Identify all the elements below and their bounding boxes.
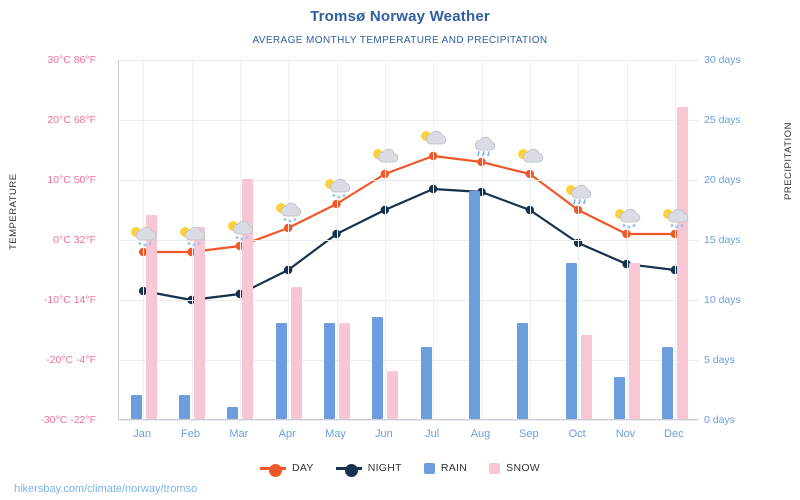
y-tick-left: -30°C -22°F bbox=[40, 414, 96, 426]
y-tick-left: -20°C -4°F bbox=[46, 354, 96, 366]
legend-label: RAIN bbox=[440, 462, 468, 474]
sun-cloud-rain-icon bbox=[563, 182, 593, 204]
chart-legend bbox=[0, 462, 800, 474]
y-tick-right: 30 days bbox=[704, 54, 741, 66]
sun-cloud-snow-icon bbox=[128, 224, 158, 246]
y-tick-right: 20 days bbox=[704, 174, 741, 186]
gridline bbox=[119, 180, 698, 181]
sun-cloud-snow-icon bbox=[177, 224, 207, 246]
bar-snow-dec bbox=[677, 107, 688, 419]
legend-item-night[interactable] bbox=[336, 462, 402, 474]
bar-snow-jun bbox=[387, 371, 398, 419]
bar-snow-oct bbox=[581, 335, 592, 419]
sun-cloud-snow-icon bbox=[322, 176, 352, 198]
y-tick-right: 25 days bbox=[704, 114, 741, 126]
y-tick-right: 10 days bbox=[704, 294, 741, 306]
x-tick-jul: Jul bbox=[425, 428, 440, 440]
x-tick-oct: Oct bbox=[568, 428, 586, 440]
page-title: Tromsø Norway Weather bbox=[310, 8, 490, 25]
vertical-gridline bbox=[433, 60, 434, 419]
sun-cloud-icon bbox=[370, 146, 400, 168]
x-tick-jan: Jan bbox=[133, 428, 152, 440]
x-tick-nov: Nov bbox=[615, 428, 636, 440]
gridline bbox=[119, 300, 698, 301]
legend-item-snow[interactable] bbox=[489, 462, 540, 474]
sun-cloud-snow-icon bbox=[225, 218, 255, 240]
bar-rain-sep bbox=[517, 323, 528, 419]
legend-item-rain[interactable] bbox=[424, 462, 467, 474]
vertical-gridline bbox=[627, 60, 628, 419]
line-night bbox=[143, 189, 675, 300]
vertical-gridline bbox=[675, 60, 676, 419]
x-tick-feb: Feb bbox=[181, 428, 200, 440]
legend-label: SNOW bbox=[506, 462, 541, 474]
bar-rain-jun bbox=[372, 317, 383, 419]
y-tick-right: 5 days bbox=[704, 354, 735, 366]
y-tick-left: 30°C 86°F bbox=[47, 54, 96, 66]
gridline bbox=[119, 120, 698, 121]
sun-cloud-icon bbox=[418, 128, 448, 150]
chart-subtitle: AVERAGE MONTHLY TEMPERATURE AND PRECIPITATION bbox=[252, 35, 548, 46]
vertical-gridline bbox=[530, 60, 531, 419]
y-tick-left: 10°C 50°F bbox=[47, 174, 96, 186]
x-tick-apr: Apr bbox=[278, 428, 296, 440]
legend-label: DAY bbox=[291, 462, 314, 474]
bar-rain-may bbox=[324, 323, 335, 419]
bar-snow-nov bbox=[629, 263, 640, 419]
y-tick-left: 0°C 32°F bbox=[53, 234, 96, 246]
sun-cloud-icon bbox=[515, 146, 545, 168]
bar-rain-apr bbox=[276, 323, 287, 419]
bar-rain-mar bbox=[227, 407, 238, 419]
gridline bbox=[119, 360, 698, 361]
y-tick-left: 20°C 68°F bbox=[47, 114, 96, 126]
x-tick-aug: Aug bbox=[470, 428, 491, 440]
vertical-gridline bbox=[578, 60, 579, 419]
plot-area bbox=[118, 60, 698, 420]
bar-snow-feb bbox=[194, 227, 205, 419]
gridline bbox=[119, 60, 698, 61]
x-tick-mar: Mar bbox=[229, 428, 249, 440]
line-day bbox=[143, 156, 675, 252]
bar-rain-aug bbox=[469, 191, 480, 419]
x-tick-may: May bbox=[325, 428, 346, 440]
bar-snow-may bbox=[339, 323, 350, 419]
legend-label: NIGHT bbox=[367, 462, 402, 474]
y-tick-left: -10°C 14°F bbox=[43, 294, 96, 306]
legend-swatch-snow bbox=[489, 463, 500, 474]
x-tick-sep: Sep bbox=[519, 428, 539, 440]
bar-snow-mar bbox=[242, 179, 253, 419]
vertical-gridline bbox=[385, 60, 386, 419]
x-tick-jun: Jun bbox=[374, 428, 393, 440]
sun-cloud-snow-icon bbox=[612, 206, 642, 228]
cloud-rain-icon bbox=[467, 134, 497, 156]
bar-rain-jan bbox=[131, 395, 142, 419]
source-link[interactable]: hikersbay.com/climate/norway/tromso bbox=[14, 483, 198, 495]
legend-swatch-day bbox=[260, 467, 286, 470]
gridline bbox=[119, 420, 698, 421]
bar-rain-dec bbox=[662, 347, 673, 419]
vertical-gridline bbox=[337, 60, 338, 419]
bar-rain-oct bbox=[566, 263, 577, 419]
bar-rain-feb bbox=[179, 395, 190, 419]
legend-swatch-rain bbox=[424, 463, 435, 474]
x-tick-dec: Dec bbox=[664, 428, 684, 440]
sun-cloud-snow-icon bbox=[660, 206, 690, 228]
axis-label-precipitation: PRECIPITATION bbox=[783, 122, 794, 200]
vertical-gridline bbox=[482, 60, 483, 419]
legend-swatch-night bbox=[336, 467, 362, 470]
axis-label-temperature: TEMPERATURE bbox=[8, 173, 19, 250]
y-tick-right: 0 days bbox=[704, 414, 735, 426]
bar-rain-nov bbox=[614, 377, 625, 419]
bar-snow-apr bbox=[291, 287, 302, 419]
bar-rain-jul bbox=[421, 347, 432, 419]
sun-cloud-snow-icon bbox=[273, 200, 303, 222]
vertical-gridline bbox=[288, 60, 289, 419]
legend-item-day[interactable] bbox=[260, 462, 314, 474]
y-tick-right: 15 days bbox=[704, 234, 741, 246]
